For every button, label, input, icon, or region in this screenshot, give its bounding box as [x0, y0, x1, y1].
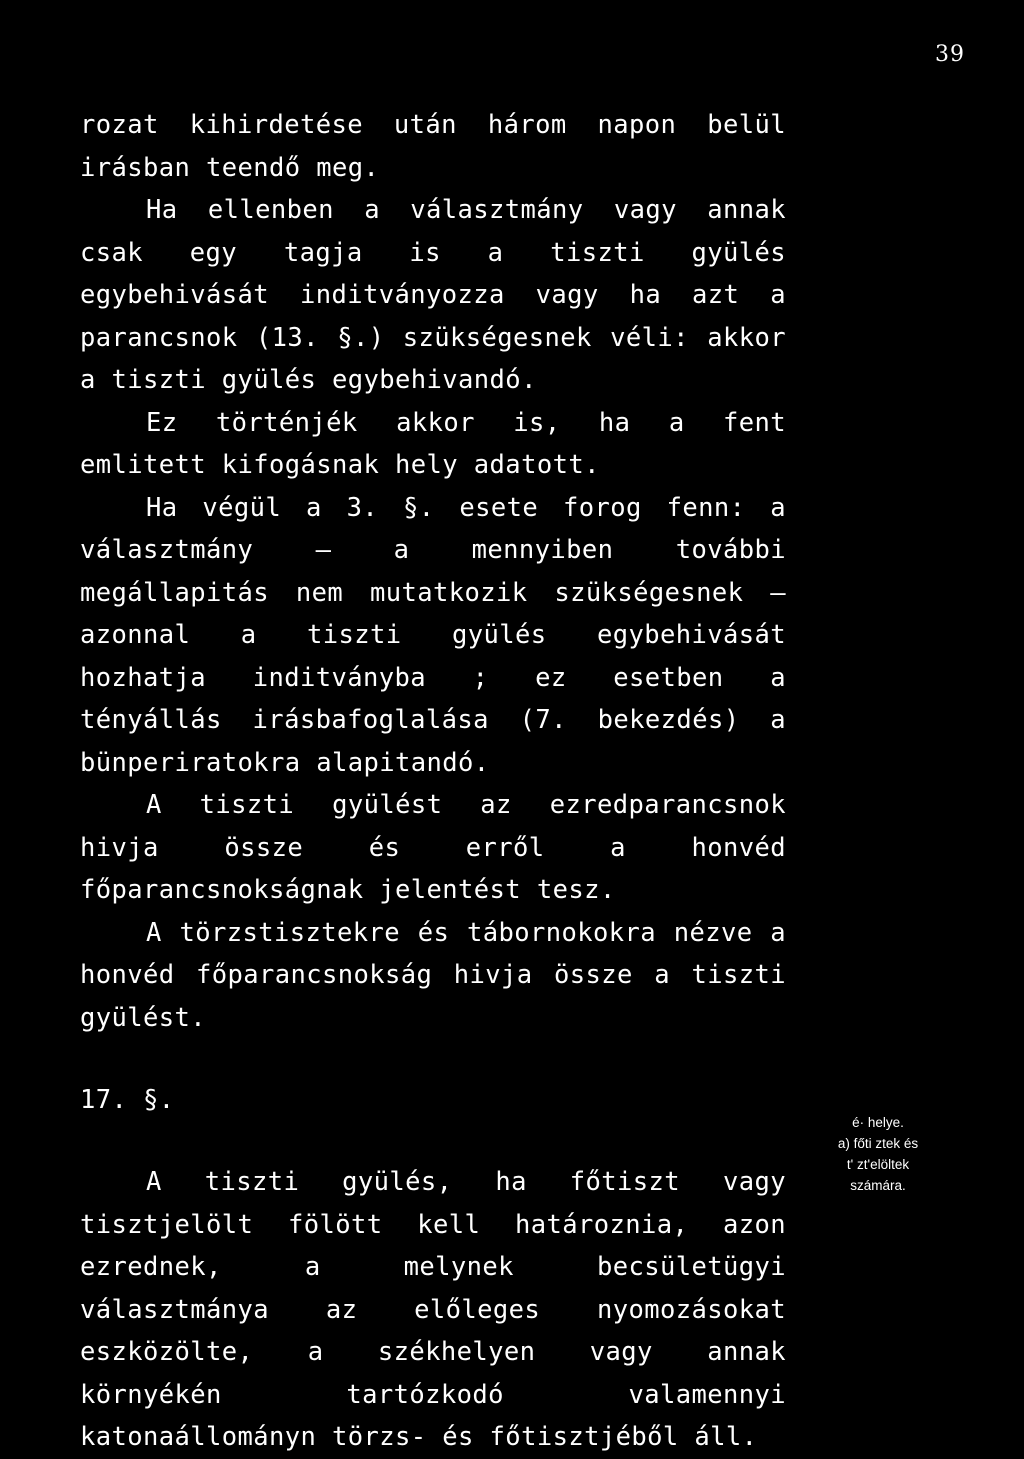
paragraph-section-3-case: Ha végül a 3. §. esete forog fenn: a választmány — a mennyiben további megállapitás nem mutatkozik szükségesnek — azonnal a tiszti gyülés egybehivását hozhatja inditványba ; ez esetben a tényállás irásbafoglalása (7. bekezdés) a bünperiratokra alapitandó.	[80, 492, 786, 778]
margin-note-line: é· helye.	[852, 1115, 904, 1130]
page-number: 39	[935, 42, 965, 67]
margin-note-line: a) főti ztek és	[837, 1136, 919, 1151]
paragraph-objection: Ez történjék akkor is, ha a fent emlitett kifogásnak hely adatott.	[80, 407, 786, 480]
margin-note-line: számára.	[850, 1178, 906, 1193]
paragraph-convener: A tiszti gyülést az ezredparancsnok hivja össze és erről a honvéd főparancsnokságnak jelentést tesz.	[80, 790, 786, 905]
margin-note-line: t' zt'elöltek	[846, 1157, 910, 1172]
paragraph-convening-request: Ha ellenben a választmány vagy annak csak egy tagja is a tiszti gyülés egybehivását inditványozza vagy ha azt a parancsnok (13. §.) szükségesnek véli: akkor a tiszti gyülés egybehivandó.	[80, 195, 786, 395]
paragraph-composition: A tiszti gyülés, ha főtiszt vagy tisztjelölt fölött kell határoznia, azon ezrednek, a melynek becsületügyi választmánya az előleges nyomozásokat eszközölte, a székhelyen vagy annak környékén tartózkodó valamennyi katonaállományn törzs- és főtisztjéből áll.	[80, 1167, 786, 1452]
body-text	[80, 104, 786, 1459]
section-heading: 17. §.	[80, 1085, 175, 1115]
paragraph-continuation: rozat kihirdetése után három napon belül irásban teendő meg.	[80, 110, 786, 183]
margin-note	[808, 1112, 948, 1196]
paragraph-staff-officers: A törzstisztekre és tábornokokra nézve a honvéd főparancsnokság hivja össze a tiszti gyülést.	[80, 917, 786, 1033]
